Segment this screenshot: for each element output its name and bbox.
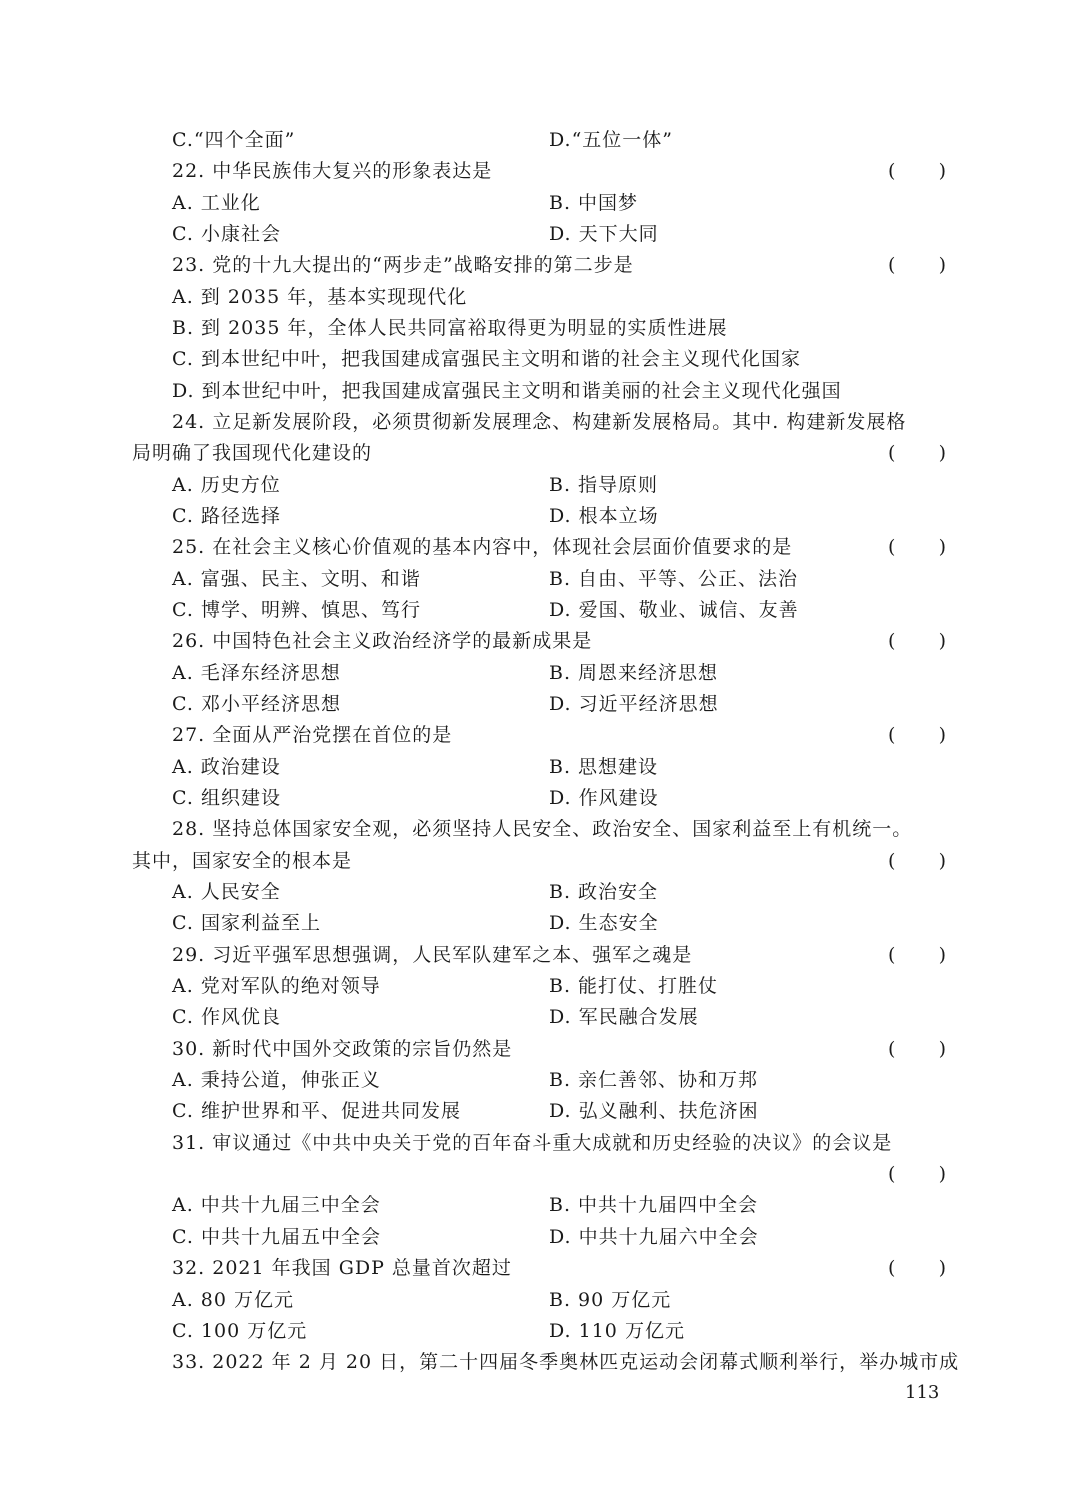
q25-option-d: D. 爱国、敬业、诚信、友善: [549, 599, 799, 621]
q32-stem: 32. 2021 年我国 GDP 总量首次超过: [172, 1257, 512, 1279]
q32-option-b: B. 90 万亿元: [549, 1289, 672, 1311]
q29-option-c: C. 作风优良: [172, 1006, 281, 1028]
q22-option-a: A. 工业化: [172, 192, 261, 214]
q23-option-b: B. 到 2035 年，全体人民共同富裕取得更为明显的实质性进展: [172, 317, 728, 339]
q22-option-c: C. 小康社会: [172, 223, 281, 245]
q24-answer-blank: ( ): [888, 442, 948, 464]
q29-option-a: A. 党对军队的绝对领导: [172, 975, 381, 997]
q28-option-a: A. 人民安全: [172, 881, 281, 903]
q29-stem: 29. 习近平强军思想强调，人民军队建军之本、强军之魂是: [172, 944, 693, 966]
q26-option-c: C. 邓小平经济思想: [172, 693, 341, 715]
q31-option-c: C. 中共十九届五中全会: [172, 1226, 381, 1248]
q28-option-b: B. 政治安全: [549, 881, 659, 903]
q23-answer-blank: ( ): [888, 254, 948, 276]
q31-answer-blank: ( ): [888, 1163, 948, 1185]
q26-stem: 26. 中国特色社会主义政治经济学的最新成果是: [172, 630, 593, 652]
q27-answer-blank: ( ): [888, 724, 948, 746]
q27-option-b: B. 思想建设: [549, 756, 659, 778]
q24-option-b: B. 指导原则: [549, 474, 659, 496]
q28-answer-blank: ( ): [888, 850, 948, 872]
q24-option-a: A. 历史方位: [172, 474, 281, 496]
q27-option-a: A. 政治建设: [172, 756, 281, 778]
q24-stem-line1: 24. 立足新发展阶段，必须贯彻新发展理念、构建新发展格局。其中. 构建新发展格: [172, 411, 907, 433]
q30-option-c: C. 维护世界和平、促进共同发展: [172, 1100, 461, 1122]
q26-option-b: B. 周恩来经济思想: [549, 662, 719, 684]
q25-option-b: B. 自由、平等、公正、法治: [549, 568, 799, 590]
q32-option-a: A. 80 万亿元: [172, 1289, 295, 1311]
q31-option-d: D. 中共十九届六中全会: [549, 1226, 759, 1248]
page-number: 113: [905, 1382, 940, 1403]
q22-option-d: D. 天下大同: [549, 223, 659, 245]
q23-option-c: C. 到本世纪中叶，把我国建成富强民主文明和谐的社会主义现代化国家: [172, 348, 801, 370]
q25-stem: 25. 在社会主义核心价值观的基本内容中，体现社会层面价值要求的是: [172, 536, 793, 558]
q26-answer-blank: ( ): [888, 630, 948, 652]
q33-stem: 33. 2022 年 2 月 20 日，第二十四届冬季奥林匹克运动会闭幕式顺利举行，举办城市成: [172, 1351, 960, 1373]
q32-option-d: D. 110 万亿元: [549, 1320, 685, 1342]
q31-stem: 31. 审议通过《中共中央关于党的百年奋斗重大成就和历史经验的决议》的会议是: [172, 1132, 893, 1154]
q30-answer-blank: ( ): [888, 1038, 948, 1060]
q30-stem: 30. 新时代中国外交政策的宗旨仍然是: [172, 1038, 513, 1060]
q27-option-c: C. 组织建设: [172, 787, 281, 809]
q27-stem: 27. 全面从严治党摆在首位的是: [172, 724, 453, 746]
q28-stem-line2: 其中，国家安全的根本是: [132, 850, 353, 872]
q32-answer-blank: ( ): [888, 1257, 948, 1279]
q24-option-c: C. 路径选择: [172, 505, 281, 527]
q29-answer-blank: ( ): [888, 944, 948, 966]
q22-option-b: B. 中国梦: [549, 192, 639, 214]
q25-option-a: A. 富强、民主、文明、和谐: [172, 568, 421, 590]
q23-option-d: D. 到本世纪中叶，把我国建成富强民主文明和谐美丽的社会主义现代化强国: [172, 380, 842, 402]
q24-stem-line2: 局明确了我国现代化建设的: [132, 442, 373, 464]
q22-answer-blank: ( ): [888, 160, 948, 182]
q29-option-d: D. 军民融合发展: [549, 1006, 699, 1028]
q21-option-d: D.“五位一体”: [549, 129, 674, 151]
q28-option-d: D. 生态安全: [549, 912, 659, 934]
q29-option-b: B. 能打仗、打胜仗: [549, 975, 719, 997]
q28-stem-line1: 28. 坚持总体国家安全观，必须坚持人民安全、政治安全、国家利益至上有机统一。: [172, 818, 913, 840]
q23-option-a: A. 到 2035 年，基本实现现代化: [172, 286, 468, 308]
q30-option-b: B. 亲仁善邻、协和万邦: [549, 1069, 759, 1091]
q25-answer-blank: ( ): [888, 536, 948, 558]
q30-option-a: A. 秉持公道，伸张正义: [172, 1069, 381, 1091]
q27-option-d: D. 作风建设: [549, 787, 659, 809]
q31-option-a: A. 中共十九届三中全会: [172, 1194, 381, 1216]
q25-option-c: C. 博学、明辨、慎思、笃行: [172, 599, 421, 621]
q30-option-d: D. 弘义融利、扶危济困: [549, 1100, 759, 1122]
q32-option-c: C. 100 万亿元: [172, 1320, 308, 1342]
q26-option-d: D. 习近平经济思想: [549, 693, 719, 715]
q26-option-a: A. 毛泽东经济思想: [172, 662, 341, 684]
q28-option-c: C. 国家利益至上: [172, 912, 321, 934]
q24-option-d: D. 根本立场: [549, 505, 659, 527]
q31-option-b: B. 中共十九届四中全会: [549, 1194, 759, 1216]
q21-option-c: C.“四个全面”: [172, 129, 296, 151]
q22-stem: 22. 中华民族伟大复兴的形象表达是: [172, 160, 493, 182]
q23-stem: 23. 党的十九大提出的“两步走”战略安排的第二步是: [172, 254, 634, 276]
